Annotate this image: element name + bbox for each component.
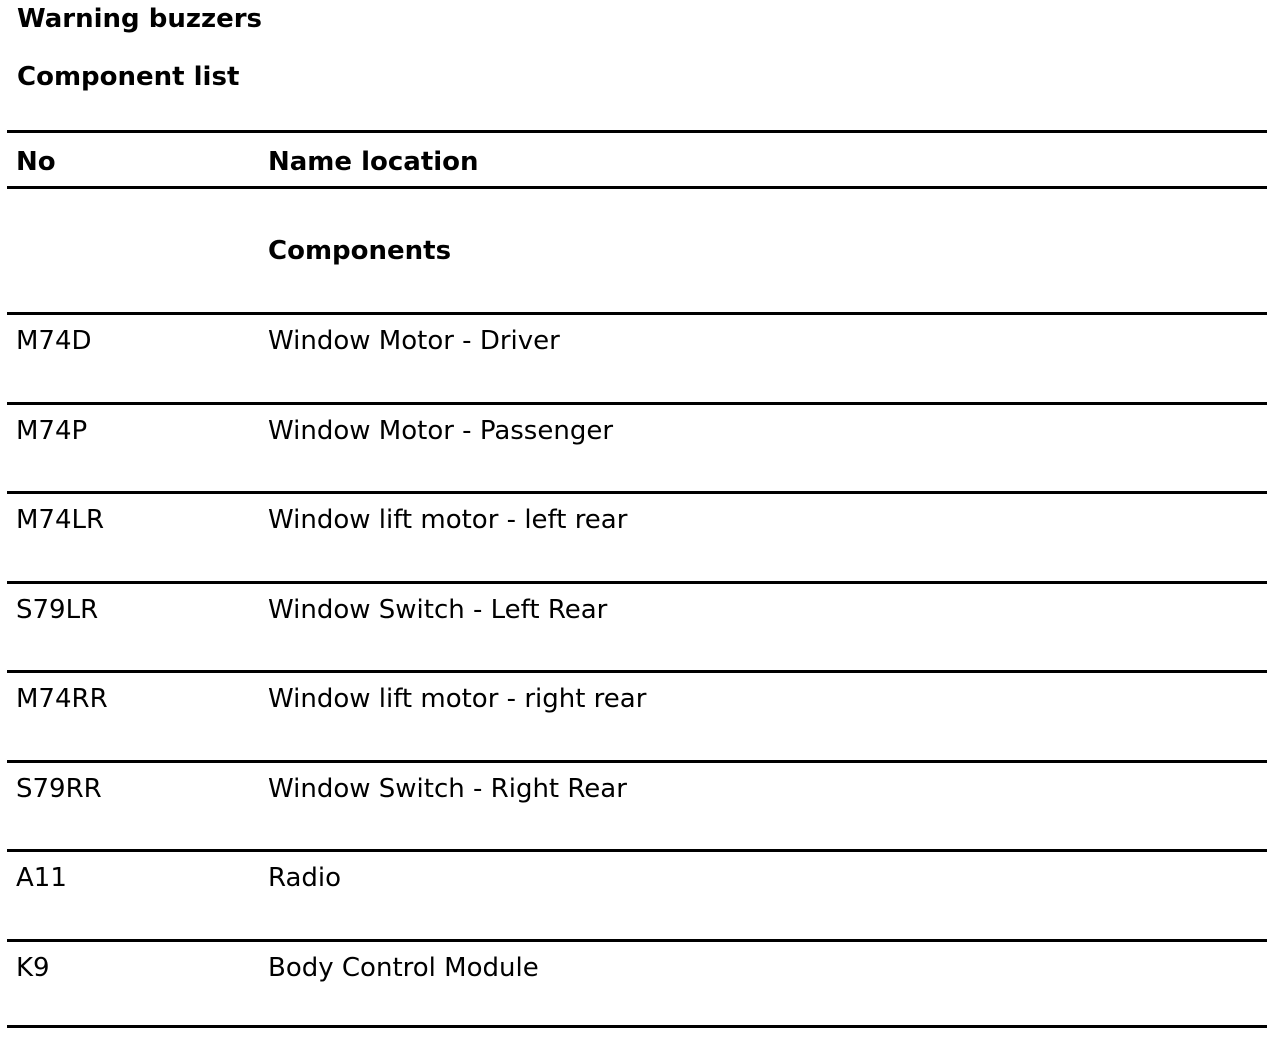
component-name: Window lift motor - right rear [268, 684, 647, 714]
table-row [7, 581, 1267, 671]
column-header-no: No [16, 147, 56, 177]
component-name: Window Switch - Left Rear [268, 594, 608, 625]
page-title: Warning buzzers [17, 4, 263, 34]
table-row [7, 491, 1267, 581]
column-header-name-location: Name location [268, 147, 479, 177]
component-name: Radio [268, 863, 342, 893]
table-row [7, 939, 1267, 1029]
table-header-row [7, 130, 1267, 186]
component-number: A11 [16, 863, 67, 893]
table-row [7, 849, 1267, 939]
table-row [7, 312, 1267, 402]
component-number: M74P [16, 415, 88, 446]
component-number: M74RR [16, 684, 108, 714]
table-row [7, 670, 1267, 760]
component-name: Window Motor - Passenger [268, 415, 614, 446]
table-group-row [7, 186, 1267, 312]
component-number: S79RR [16, 773, 102, 804]
group-label-components: Components [268, 236, 452, 266]
component-name: Window Motor - Driver [268, 326, 560, 356]
component-name: Window lift motor - left rear [268, 505, 628, 535]
component-table [7, 130, 1267, 1028]
component-name: Window Switch - Right Rear [268, 773, 627, 804]
component-name: Body Control Module [268, 952, 539, 983]
table-row [7, 402, 1267, 492]
table-row [7, 760, 1267, 850]
component-number: S79LR [16, 594, 99, 625]
component-number: K9 [16, 952, 50, 983]
section-title: Component list [17, 62, 240, 92]
component-number: M74LR [16, 505, 105, 535]
component-number: M74D [16, 326, 92, 356]
